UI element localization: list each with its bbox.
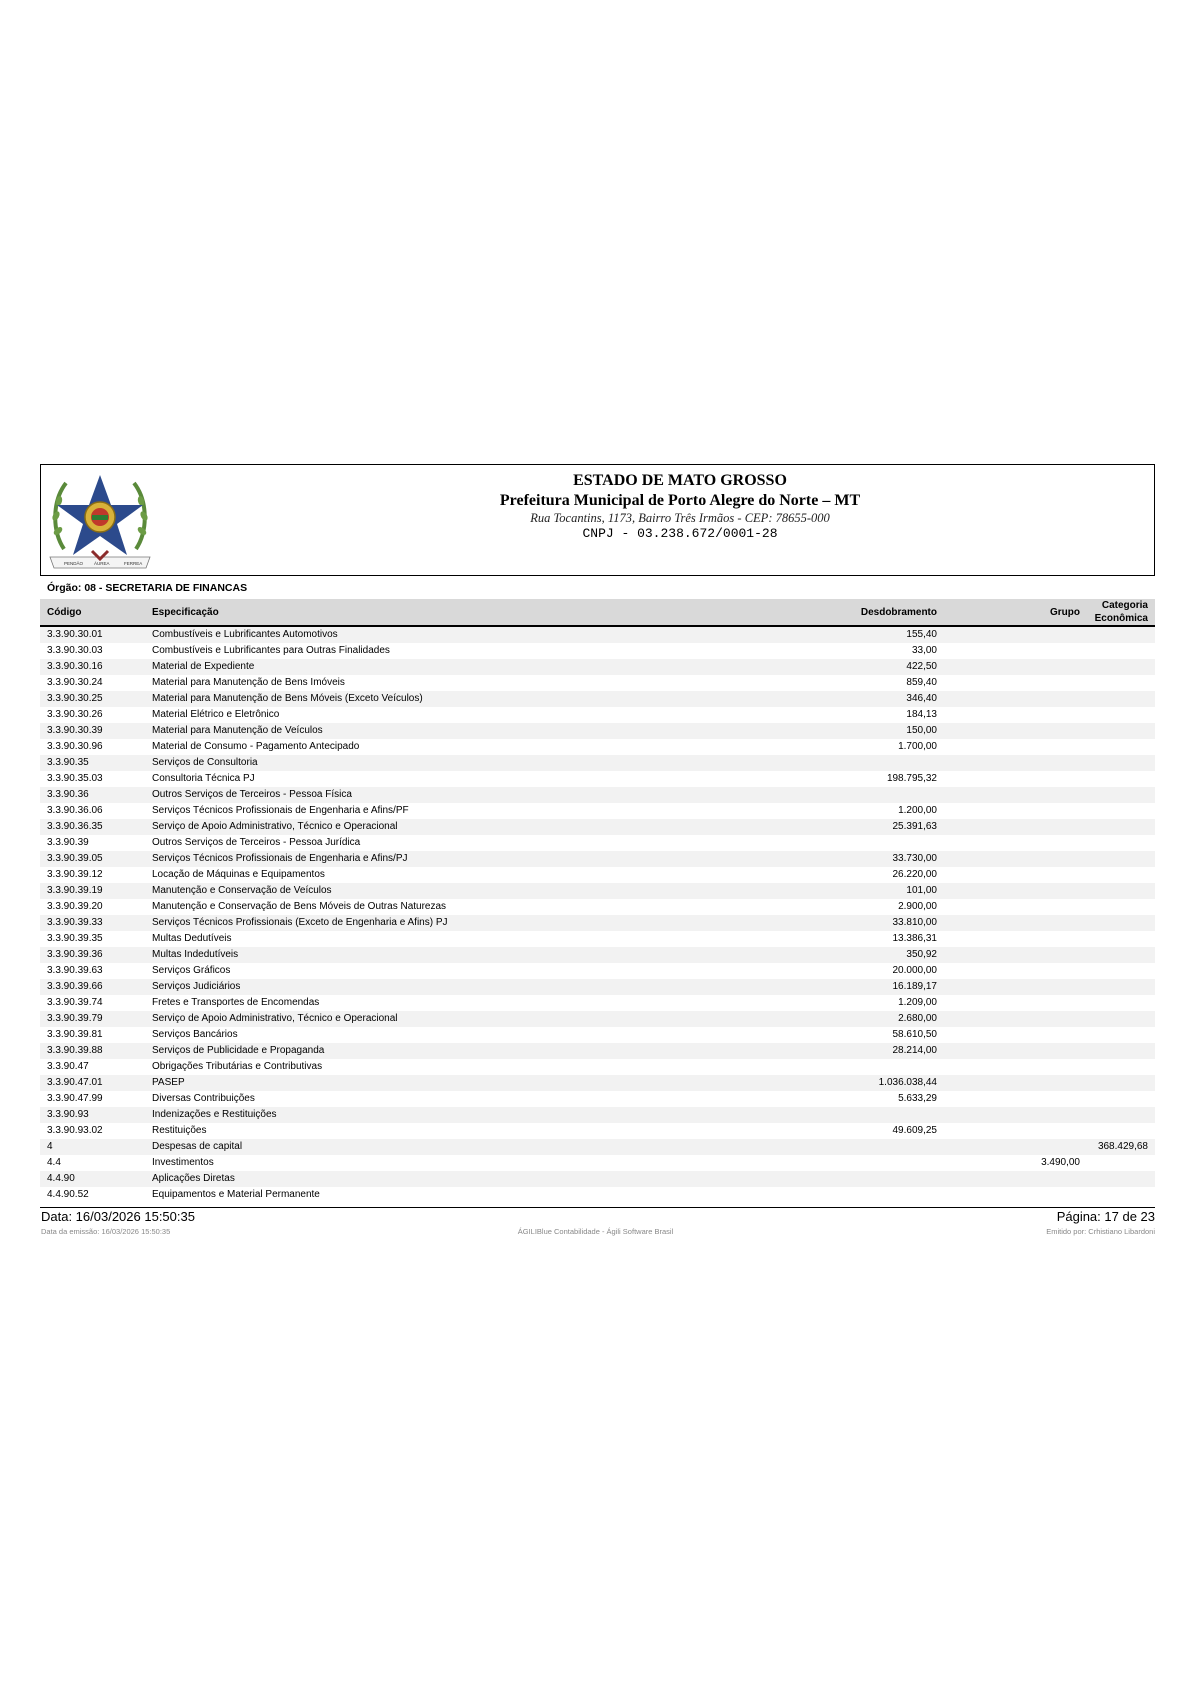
cell-categoria (1087, 787, 1155, 803)
table-row (40, 819, 1155, 835)
table-row (40, 835, 1155, 851)
cell-grupo (944, 771, 1087, 787)
cell-codigo: 4.4 (47, 1157, 61, 1168)
cell-desdobramento: 20.000,00 (892, 965, 937, 976)
cell-codigo: 3.3.90.39.74 (47, 997, 103, 1008)
cell-desdobramento: 150,00 (906, 725, 937, 736)
cell-desdobramento: 2.900,00 (898, 901, 937, 912)
cell-desdobramento (714, 787, 944, 803)
cell-especificacao: Multas Dedutíveis (152, 933, 232, 944)
cell-especificacao: Consultoria Técnica PJ (152, 773, 255, 784)
cell-especificacao: Equipamentos e Material Permanente (152, 1189, 320, 1200)
cell-desdobramento (714, 1187, 944, 1203)
cell-codigo: 3.3.90.39.33 (47, 917, 103, 928)
cell-especificacao: Serviços Judiciários (152, 981, 241, 992)
cell-especificacao: Material para Manutenção de Bens Móveis (Exceto Veículos) (152, 693, 423, 704)
cell-desdobramento (714, 1059, 944, 1075)
header-text-block (41, 471, 1154, 541)
cell-categoria (1087, 659, 1155, 675)
cell-categoria (1087, 963, 1155, 979)
cell-especificacao: Material para Manutenção de Veículos (152, 725, 323, 736)
cell-desdobramento: 155,40 (906, 629, 937, 640)
crest-motto-1: PENDÃO (64, 561, 84, 566)
cell-desdobramento: 33.810,00 (892, 917, 937, 928)
table-row (40, 739, 1155, 755)
cell-especificacao: Locação de Máquinas e Equipamentos (152, 869, 325, 880)
cell-especificacao: Multas Indedutíveis (152, 949, 239, 960)
cell-codigo: 3.3.90.36.35 (47, 821, 103, 832)
col-header-grupo: Grupo (944, 599, 1087, 626)
cell-desdobramento: 33,00 (911, 645, 937, 656)
cell-especificacao: Diversas Contribuições (152, 1093, 255, 1104)
table-header-row (40, 599, 1155, 626)
cell-especificacao: Fretes e Transportes de Encomendas (152, 997, 320, 1008)
cell-grupo (944, 1091, 1087, 1107)
cell-codigo: 3.3.90.30.01 (47, 629, 103, 640)
orgao-label: Órgão: 08 - SECRETARIA DE FINANCAS (47, 582, 248, 594)
table-row (40, 931, 1155, 947)
crest-motto-3: FERREA (124, 561, 143, 566)
table-row (40, 947, 1155, 963)
cell-categoria (1087, 1187, 1155, 1203)
col-header-codigo: Código (40, 599, 145, 626)
table-row (40, 723, 1155, 739)
table-row (40, 1011, 1155, 1027)
cell-especificacao: Restituições (152, 1125, 207, 1136)
cell-desdobramento: 1.036.038,44 (878, 1077, 937, 1088)
cell-categoria (1087, 1155, 1155, 1171)
cell-especificacao: Investimentos (152, 1157, 214, 1168)
cell-categoria (1087, 675, 1155, 691)
cell-categoria (1087, 739, 1155, 755)
cell-desdobramento: 350,92 (906, 949, 937, 960)
cell-grupo (944, 739, 1087, 755)
cell-grupo (944, 835, 1087, 851)
cell-especificacao: Serviços Técnicos Profissionais de Engenharia e Afins/PF (152, 805, 409, 816)
cell-especificacao: Outros Serviços de Terceiros - Pessoa Física (152, 789, 352, 800)
cell-categoria (1087, 931, 1155, 947)
cell-desdobramento (714, 1107, 944, 1123)
cell-codigo: 3.3.90.39.88 (47, 1045, 103, 1056)
cell-especificacao: PASEP (152, 1077, 185, 1088)
expense-table (40, 599, 1155, 1203)
cell-codigo: 3.3.90.30.24 (47, 677, 103, 688)
cell-especificacao: Material de Consumo - Pagamento Antecipado (152, 741, 360, 752)
cell-codigo: 3.3.90.35 (47, 757, 89, 768)
cell-categoria: 368.429,68 (1097, 1141, 1148, 1152)
cell-categoria (1087, 995, 1155, 1011)
cell-especificacao: Serviços Bancários (152, 1029, 238, 1040)
table-row (40, 626, 1155, 643)
footer-date: Data: 16/03/2026 15:50:35 (41, 1209, 195, 1224)
cell-grupo (944, 963, 1087, 979)
cell-categoria (1087, 979, 1155, 995)
cell-codigo: 3.3.90.39 (47, 837, 89, 848)
table-row (40, 979, 1155, 995)
cell-codigo: 3.3.90.39.20 (47, 901, 103, 912)
cell-grupo (944, 691, 1087, 707)
cell-especificacao: Serviços Gráficos (152, 965, 231, 976)
cell-grupo (944, 1123, 1087, 1139)
report-header (40, 464, 1155, 576)
cell-categoria (1087, 1123, 1155, 1139)
cell-desdobramento: 49.609,25 (892, 1125, 937, 1136)
table-body (40, 626, 1155, 1203)
cell-categoria (1087, 883, 1155, 899)
table-row (40, 899, 1155, 915)
table-row (40, 963, 1155, 979)
cell-desdobramento (714, 835, 944, 851)
col-header-desdobramento: Desdobramento (714, 599, 944, 626)
cell-codigo: 3.3.90.36 (47, 789, 89, 800)
table-row (40, 995, 1155, 1011)
table-row (40, 1043, 1155, 1059)
cell-especificacao: Material para Manutenção de Bens Imóveis (152, 677, 345, 688)
table-row (40, 787, 1155, 803)
cell-desdobramento: 33.730,00 (892, 853, 937, 864)
table-row (40, 1187, 1155, 1203)
cell-categoria (1087, 947, 1155, 963)
cell-desdobramento: 13.386,31 (892, 933, 937, 944)
cell-desdobramento: 25.391,63 (892, 821, 937, 832)
cell-codigo: 4 (47, 1141, 53, 1152)
cell-categoria (1087, 1011, 1155, 1027)
cell-grupo (944, 1187, 1087, 1203)
cell-desdobramento: 422,50 (906, 661, 937, 672)
table-row (40, 691, 1155, 707)
footer-emission-date: Data da emissão: 16/03/2026 15:50:35 (41, 1227, 171, 1236)
cell-especificacao: Serviços de Publicidade e Propaganda (152, 1045, 325, 1056)
address-line: Rua Tocantins, 1173, Bairro Três Irmãos - CEP: 78655-000 (530, 511, 830, 525)
cell-codigo: 3.3.90.30.25 (47, 693, 103, 704)
cell-grupo (944, 931, 1087, 947)
cell-categoria (1087, 1075, 1155, 1091)
cell-grupo (944, 803, 1087, 819)
cell-categoria (1087, 899, 1155, 915)
cell-especificacao: Serviços Técnicos Profissionais de Engenharia e Afins/PJ (152, 853, 408, 864)
cell-especificacao: Serviço de Apoio Administrativo, Técnico e Operacional (152, 1013, 398, 1024)
cell-codigo: 3.3.90.30.96 (47, 741, 103, 752)
cell-especificacao: Serviço de Apoio Administrativo, Técnico e Operacional (152, 821, 398, 832)
cell-grupo (944, 1171, 1087, 1187)
table-row (40, 851, 1155, 867)
footer-divider (40, 1207, 1155, 1208)
cell-codigo: 3.3.90.30.26 (47, 709, 103, 720)
cell-grupo (944, 819, 1087, 835)
state-title: ESTADO DE MATO GROSSO (573, 472, 787, 489)
prefeitura-title: Prefeitura Municipal de Porto Alegre do Norte – MT (499, 492, 861, 509)
cell-codigo: 3.3.90.39.63 (47, 965, 103, 976)
table-row (40, 771, 1155, 787)
col-header-especificacao: Especificação (145, 599, 714, 626)
cell-codigo: 3.3.90.30.16 (47, 661, 103, 672)
table-row (40, 1107, 1155, 1123)
table-row (40, 1091, 1155, 1107)
cell-codigo: 4.4.90 (47, 1173, 75, 1184)
cell-categoria (1087, 867, 1155, 883)
cell-categoria (1087, 1091, 1155, 1107)
cell-codigo: 3.3.90.39.81 (47, 1029, 103, 1040)
cell-desdobramento: 101,00 (906, 885, 937, 896)
cell-desdobramento: 26.220,00 (892, 869, 937, 880)
cell-codigo: 3.3.90.39.79 (47, 1013, 103, 1024)
table-row (40, 1171, 1155, 1187)
cell-especificacao: Serviços de Consultoria (152, 757, 258, 768)
cell-codigo: 3.3.90.39.19 (47, 885, 103, 896)
cell-grupo (944, 851, 1087, 867)
cell-grupo (944, 707, 1087, 723)
cell-grupo (944, 899, 1087, 915)
cell-codigo: 3.3.90.47.01 (47, 1077, 103, 1088)
cell-codigo: 4.4.90.52 (47, 1189, 89, 1200)
col-header-categoria: Categoria Econômica (1087, 599, 1155, 626)
cell-grupo (944, 1107, 1087, 1123)
table-row (40, 803, 1155, 819)
crest-motto-2: ÁUREA (94, 561, 110, 566)
cell-codigo: 3.3.90.39.12 (47, 869, 103, 880)
cell-especificacao: Serviços Técnicos Profissionais (Exceto de Engenharia e Afins) PJ (152, 917, 448, 928)
cell-codigo: 3.3.90.39.35 (47, 933, 103, 944)
cell-grupo (944, 947, 1087, 963)
cell-codigo: 3.3.90.93 (47, 1109, 89, 1120)
footer-issued-by: Emitido por: Crhistiano Libardoni (1046, 1227, 1155, 1236)
cell-grupo (944, 867, 1087, 883)
cell-grupo (944, 787, 1087, 803)
table-row (40, 1155, 1155, 1171)
cell-categoria (1087, 803, 1155, 819)
footer-software: ÁGILIBlue Contabilidade - Ágili Software Brasil (517, 1227, 674, 1236)
cell-especificacao: Indenizações e Restituições (152, 1109, 277, 1120)
cell-grupo (944, 915, 1087, 931)
cell-desdobramento: 16.189,17 (892, 981, 937, 992)
table-row (40, 659, 1155, 675)
table-row (40, 1123, 1155, 1139)
cell-desdobramento: 2.680,00 (898, 1013, 937, 1024)
cell-grupo (944, 626, 1087, 643)
cell-grupo (944, 675, 1087, 691)
cell-categoria (1087, 626, 1155, 643)
cell-desdobramento: 1.700,00 (898, 741, 937, 752)
table-row (40, 867, 1155, 883)
cell-categoria (1087, 835, 1155, 851)
cell-especificacao: Material de Expediente (152, 661, 255, 672)
table-row (40, 643, 1155, 659)
cell-desdobramento (714, 1139, 944, 1155)
cell-codigo: 3.3.90.30.39 (47, 725, 103, 736)
cell-desdobramento: 859,40 (906, 677, 937, 688)
cell-especificacao: Combustíveis e Lubrificantes para Outras Finalidades (152, 645, 390, 656)
cell-desdobramento: 1.200,00 (898, 805, 937, 816)
cell-desdobramento: 28.214,00 (892, 1045, 937, 1056)
table-row (40, 675, 1155, 691)
cell-grupo (944, 1027, 1087, 1043)
cell-especificacao: Material Elétrico e Eletrônico (152, 709, 280, 720)
cell-categoria (1087, 643, 1155, 659)
cell-especificacao: Manutenção e Conservação de Veículos (152, 885, 332, 896)
cell-desdobramento (714, 755, 944, 771)
cell-grupo (944, 1011, 1087, 1027)
table-row (40, 1075, 1155, 1091)
cell-especificacao: Combustíveis e Lubrificantes Automotivos (152, 629, 338, 640)
cell-desdobramento: 184,13 (906, 709, 937, 720)
cell-codigo: 3.3.90.36.06 (47, 805, 103, 816)
cell-especificacao: Obrigações Tributárias e Contributivas (152, 1061, 323, 1072)
cell-codigo: 3.3.90.47 (47, 1061, 89, 1072)
table-row (40, 883, 1155, 899)
cell-categoria (1087, 707, 1155, 723)
cell-grupo: 3.490,00 (1041, 1157, 1080, 1168)
cell-especificacao: Aplicações Diretas (152, 1173, 235, 1184)
cell-grupo (944, 723, 1087, 739)
table-row (40, 1059, 1155, 1075)
cell-categoria (1087, 1107, 1155, 1123)
cell-codigo: 3.3.90.93.02 (47, 1125, 103, 1136)
cell-especificacao: Manutenção e Conservação de Bens Móveis de Outras Naturezas (152, 901, 447, 912)
cell-grupo (944, 979, 1087, 995)
cell-codigo: 3.3.90.39.36 (47, 949, 103, 960)
cell-desdobramento (714, 1155, 944, 1171)
cell-desdobramento: 346,40 (906, 693, 937, 704)
table-row (40, 1139, 1155, 1155)
table-row (40, 755, 1155, 771)
cell-grupo (944, 995, 1087, 1011)
cell-categoria (1087, 1027, 1155, 1043)
cell-categoria (1087, 819, 1155, 835)
cell-categoria (1087, 755, 1155, 771)
cell-grupo (944, 659, 1087, 675)
table-row (40, 1027, 1155, 1043)
cell-grupo (944, 1043, 1087, 1059)
table-row (40, 915, 1155, 931)
cnpj-line: CNPJ - 03.238.672/0001-28 (582, 526, 778, 541)
cell-codigo: 3.3.90.47.99 (47, 1093, 103, 1104)
cell-categoria (1087, 1171, 1155, 1187)
cell-grupo (944, 1059, 1087, 1075)
cell-grupo (944, 643, 1087, 659)
cell-codigo: 3.3.90.39.66 (47, 981, 103, 992)
cell-codigo: 3.3.90.30.03 (47, 645, 103, 656)
cell-desdobramento: 198.795,32 (886, 773, 937, 784)
cell-categoria (1087, 771, 1155, 787)
cell-grupo (944, 755, 1087, 771)
cell-categoria (1087, 915, 1155, 931)
cell-especificacao: Despesas de capital (152, 1141, 243, 1152)
cell-codigo: 3.3.90.35.03 (47, 773, 103, 784)
cell-desdobramento: 1.209,00 (898, 997, 937, 1008)
footer-page-number: Página: 17 de 23 (1056, 1209, 1155, 1224)
cell-desdobramento: 58.610,50 (892, 1029, 937, 1040)
cell-especificacao: Outros Serviços de Terceiros - Pessoa Jurídica (152, 837, 361, 848)
cell-desdobramento: 5.633,29 (898, 1093, 937, 1104)
cell-grupo (944, 883, 1087, 899)
cell-codigo: 3.3.90.39.05 (47, 853, 103, 864)
cell-categoria (1087, 851, 1155, 867)
table-row (40, 707, 1155, 723)
cell-categoria (1087, 723, 1155, 739)
cell-grupo (944, 1139, 1087, 1155)
cell-categoria (1087, 1059, 1155, 1075)
cell-grupo (944, 1075, 1087, 1091)
cell-categoria (1087, 691, 1155, 707)
cell-categoria (1087, 1043, 1155, 1059)
cell-desdobramento (714, 1171, 944, 1187)
